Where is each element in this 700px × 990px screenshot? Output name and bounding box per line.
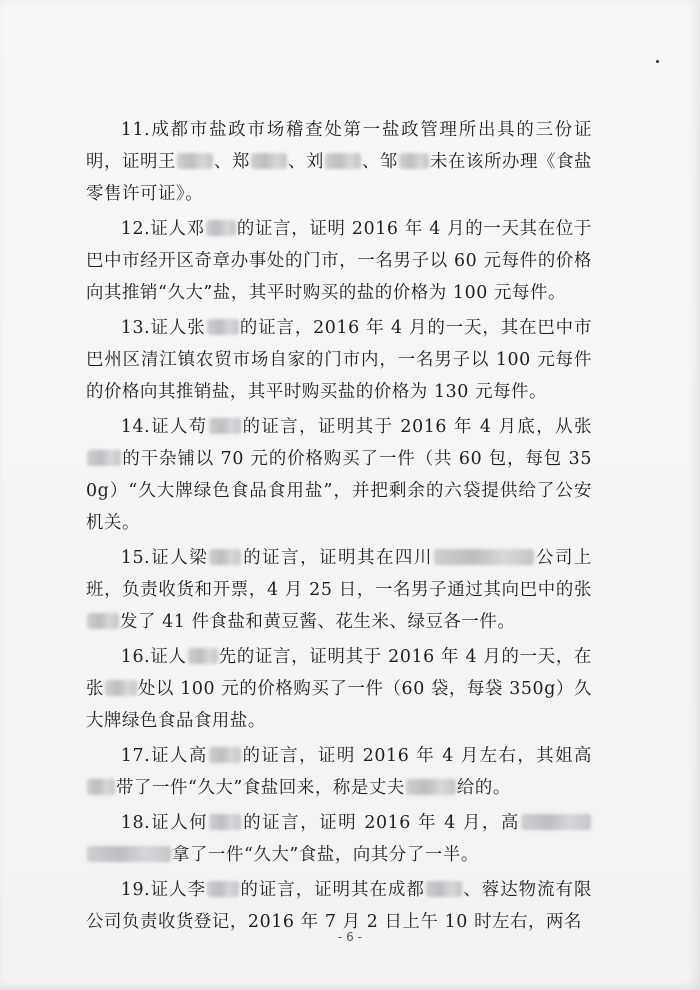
paragraph-text: 的证言，证明 2016 年 4 月，高 [242, 813, 520, 833]
redacted-name [206, 220, 236, 236]
redacted-name [177, 153, 213, 169]
paragraph-text: 先的证言，证明其于 2016 年 4 月的一天，在张 [86, 647, 592, 699]
paragraph-text: 的证言，证明 2016 年 4 月左右，其姐高 [241, 746, 592, 766]
paragraph-text: 11.成都市盐政市场稽查处第一盐政管理所出具的三份证明，证明王 [86, 120, 592, 172]
redacted-company-name [426, 881, 462, 897]
paragraph-text: 的干杂铺以 70 元的价格购买了一件（共 60 包，每包 350g）“久大牌绿色食品食用盐”，并把剩余的六袋提供给了公安机关。 [86, 449, 592, 533]
paragraph-text: 、郑 [214, 152, 251, 172]
page-number: - 6 - [338, 930, 362, 944]
document-body [86, 114, 592, 938]
paragraph-text: 17.证人高 [120, 746, 208, 766]
paragraph-14 [86, 411, 592, 539]
redacted-company-name [434, 549, 534, 565]
paragraph-text: 、蓉达物流有限公司负责收货登记，2016 年 7 月 2 日上午 10 时左右，两名 [86, 880, 592, 932]
redacted-name [521, 814, 591, 830]
redacted-name [209, 747, 241, 763]
paragraph-19 [86, 874, 592, 938]
paragraph-text: 的证言，证明其在成都 [240, 880, 425, 900]
paragraph-text: 的证言，证明其于 2016 年 4 月底，从张 [241, 417, 592, 437]
redacted-name [209, 549, 241, 565]
paragraph-text: 给的。 [456, 778, 511, 798]
paragraph-16 [86, 641, 592, 737]
paragraph-text: 14.证人苟 [120, 417, 208, 437]
redacted-name [209, 814, 241, 830]
redacted-name [105, 680, 137, 696]
paragraph-text: 16.证人 [120, 647, 187, 667]
redacted-name [251, 153, 287, 169]
paragraph-15 [86, 542, 592, 638]
paragraph-text: 的证言，证明其在四川 [242, 548, 434, 568]
paragraph-text: 15.证人梁 [120, 548, 209, 568]
paragraph-text: 、刘 [288, 152, 325, 172]
paragraph-11 [86, 114, 592, 210]
paragraph-text: 的证言，2016 年 4 月的一天，其在巴中市巴州区清江镇农贸市场自家的门市内，一名男子以 100 元每件的价格向其推销盐，其平时购买盐的价格为 130 元每件。 [86, 318, 592, 402]
redacted-name [325, 153, 361, 169]
paragraph-text: 公司上班，负责收货和开票，4 月 25 日，一名男子通过其向巴中的张 [86, 548, 592, 600]
paragraph-text: 拿了一件“久大”食盐，向其分了一半。 [172, 845, 479, 865]
redacted-name [207, 319, 239, 335]
redacted-name [87, 613, 119, 629]
paragraph-17 [86, 740, 592, 804]
paragraph-text: 18.证人何 [120, 813, 209, 833]
paragraph-text: 未在该所办理《食盐零售许可证》。 [86, 152, 593, 204]
redacted-name [209, 418, 241, 434]
redacted-name [399, 153, 429, 169]
paragraph-13 [86, 312, 592, 408]
redacted-name [87, 779, 115, 795]
redacted-name [406, 779, 456, 795]
paragraph-text: 带了一件“久大”食盐回来，称是丈夫 [116, 778, 405, 798]
paragraph-text: 12.证人邓 [120, 219, 205, 239]
redacted-name [207, 881, 239, 897]
paragraph-text: 发了 41 件食盐和黄豆酱、花生米、绿豆各一件。 [120, 612, 516, 632]
paragraph-text: 的证言，证明 2016 年 4 月的一天其在位于巴中市经开区奇章办事处的门市，一名男子以 60 元每件的价格向其推销“久大”盐，其平时购买的盐的价格为 100 元每件。 [86, 219, 592, 303]
redacted-name [87, 846, 171, 862]
paragraph-text: 处以 100 元的价格购买了一件（60 袋，每袋 350g）久大牌绿色食品食用盐。 [86, 679, 592, 731]
redacted-name [188, 648, 218, 664]
paragraph-text: 13.证人张 [120, 318, 206, 338]
scan-speck [656, 60, 659, 63]
redacted-name [87, 450, 121, 466]
paragraph-text: 、邹 [362, 152, 399, 172]
paragraph-12 [86, 213, 592, 309]
paragraph-text: 19.证人李 [120, 880, 207, 900]
paragraph-18 [86, 807, 592, 871]
